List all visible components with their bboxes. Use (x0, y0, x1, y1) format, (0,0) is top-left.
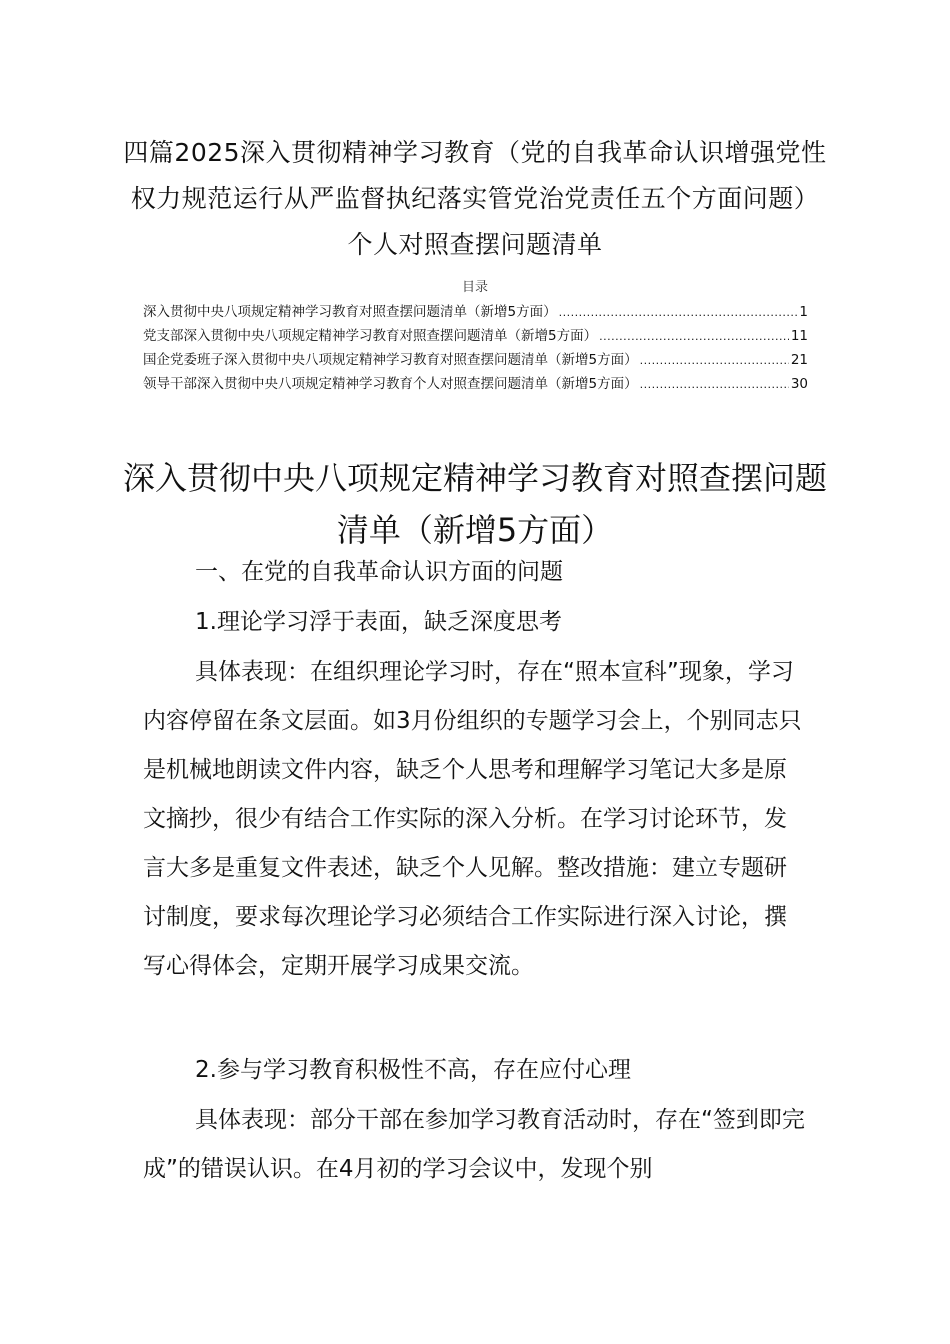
table-of-contents (143, 300, 808, 396)
toc-entry-page: 30 (790, 376, 808, 392)
document-title: 四篇2025深入贯彻精神学习教育（党的自我革命认识增强党性权力规范运行从严监督执纪落实管党治党责任五个方面问题）个人对照查摆问题清单 (123, 138, 827, 259)
toc-entry-page: 11 (790, 328, 808, 344)
toc-leader-dots (640, 354, 789, 367)
section-title: 深入贯彻中央八项规定精神学习教育对照查摆问题清单（新增5方面） (122, 459, 827, 549)
toc-leader-dots (640, 378, 789, 391)
toc-entry-title: 深入贯彻中央八项规定精神学习教育对照查摆问题清单（新增5方面） (143, 304, 557, 320)
item-2-paragraph: 具体表现：部分干部在参加学习教育活动时，存在“签到即完成”的错误认识。在4月初的学习会议中，发现个别 (143, 1107, 805, 1182)
subheading-1: 一、在党的自我革命认识方面的问题 (195, 559, 563, 585)
item-1-title: 1.理论学习浮于表面，缺乏深度思考 (195, 609, 562, 635)
toc-leader-dots (599, 330, 789, 343)
toc-entry[interactable] (143, 372, 808, 396)
toc-leader-dots (559, 306, 798, 319)
toc-entry[interactable] (143, 300, 808, 324)
item-1-paragraph: 具体表现：在组织理论学习时，存在“照本宣科”现象，学习内容停留在条文层面。如3月份组织的专题学习会上，个别同志只是机械地朗读文件内容，缺乏个人思考和理解学习笔记大多是原文摘抄，很少有结合工作实际的深入分析。在学习讨论环节，发言大多是重复文件表述，缺乏个人见解。整改措施：建立专题研讨制度，要求每次理论学习必须结合工作实际进行深入讨论，撰写心得体会，定期开展学习成果交流。 (143, 659, 802, 979)
toc-entry[interactable] (143, 324, 808, 348)
toc-entry-page: 21 (790, 352, 808, 368)
toc-entry-title: 国企党委班子深入贯彻中央八项规定精神学习教育对照查摆问题清单（新增5方面） (143, 352, 638, 368)
toc-heading: 目录 (461, 280, 488, 295)
toc-entry-page: 1 (799, 304, 808, 320)
item-2-title: 2.参与学习教育积极性不高，存在应付心理 (195, 1057, 631, 1083)
toc-entry-title: 领导干部深入贯彻中央八项规定精神学习教育个人对照查摆问题清单（新增5方面） (143, 376, 638, 392)
toc-entry[interactable] (143, 348, 808, 372)
toc-entry-title: 党支部深入贯彻中央八项规定精神学习教育对照查摆问题清单（新增5方面） (143, 328, 598, 344)
